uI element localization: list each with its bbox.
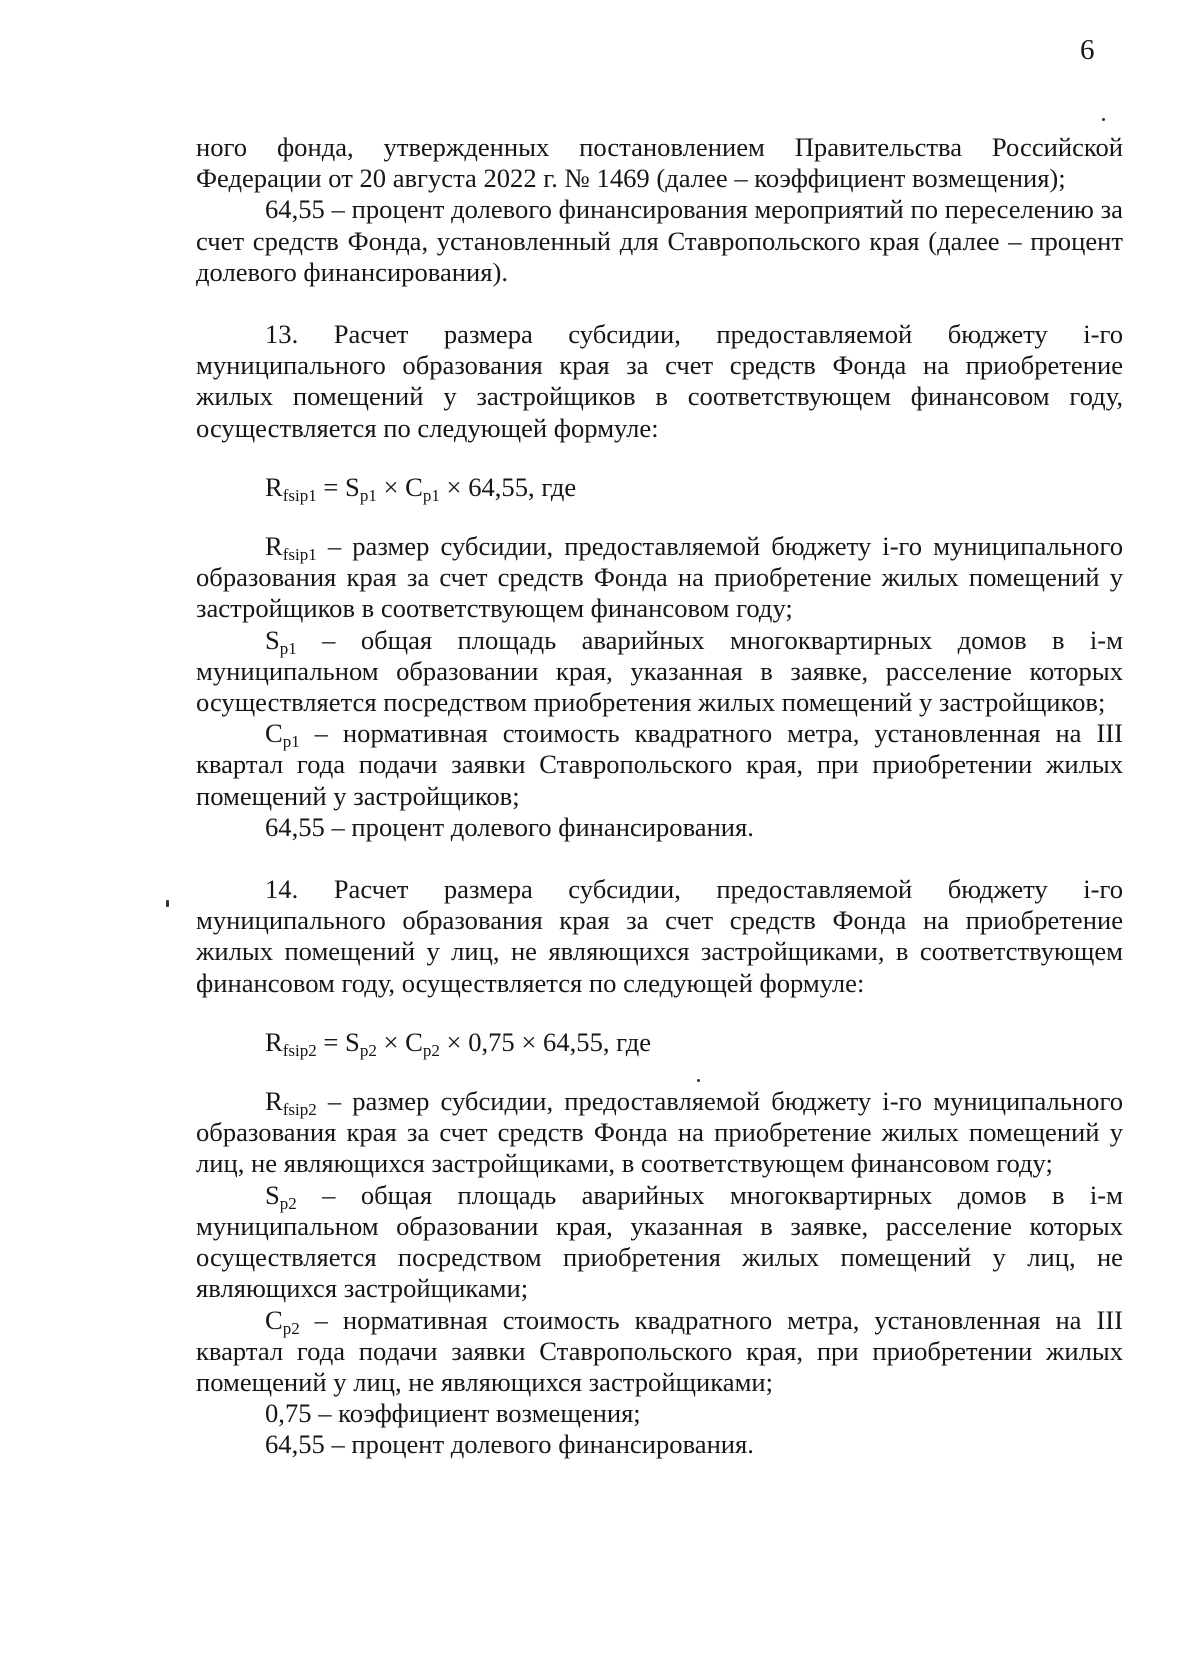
formula1-s-sub: p1 [359, 485, 377, 505]
def2-s-base: S [265, 1179, 280, 1210]
definition-percent-1: 64,55 – процент долевого финансирования. [265, 811, 754, 842]
def2-c-sub: p2 [282, 1318, 300, 1338]
paragraph-13: 13. Расчет размера субсидии, предоставляемой бюджету i-го муниципального образования края за счет средств Фонда на приобретение жилых помещений у застройщиков в соответствующем финансовом году, осуществляется по следующей формуле: [196, 319, 1123, 443]
formula1-mul: × [376, 471, 406, 502]
formula2-c-sub: p2 [422, 1040, 440, 1060]
definition-rfsip2 [196, 1086, 1123, 1180]
def2-c-base: C [265, 1304, 283, 1335]
formula1-c-base: C [405, 471, 423, 502]
definition-percent-2: 64,55 – процент долевого финансирования. [265, 1429, 754, 1460]
def1-c-base: C [265, 718, 283, 749]
def2-r-text: – размер субсидии, предоставляемой бюджету i-го муниципального образования края за счет средств Фонда на приобретение жилых помещений у лиц, не являющихся застройщиками, в соответствующем финансовом году; [196, 1086, 1123, 1179]
scan-speck [1102, 118, 1105, 121]
definition-rfsip1 [196, 531, 1123, 625]
formula2-mul: × [376, 1026, 406, 1057]
formula1-c-sub: p1 [422, 485, 440, 505]
def1-r-base: R [265, 531, 283, 562]
paragraph-funding-percent: 64,55 – процент долевого финансирования мероприятий по переселению за счет средств Фонда, установленный для Ставропольского края (далее – процент долевого финансирования). [196, 194, 1123, 287]
def1-r-text: – размер субсидии, предоставляемой бюджету i-го муниципального образования края за счет средств Фонда на приобретение жилых помещений у застройщиков в соответствующем финансовом году; [196, 531, 1123, 624]
formula-rfsip2 [196, 1027, 1123, 1058]
formula2-r-sub: fsip2 [282, 1040, 317, 1060]
formula1-r-sub: fsip1 [282, 485, 317, 505]
formula2-mul: × [514, 1026, 544, 1057]
formula1-eq: = [316, 471, 346, 502]
def1-s-text: – общая площадь аварийных многоквартирных домов в i-м муниципальном образовании края, указанная в заявке, расселение которых осуществляется посредством приобретения жилых помещений у застройщиков; [196, 624, 1123, 718]
definition-coefficient: 0,75 – коэффициент возмещения; [265, 1398, 641, 1429]
formula1-s-base: S [345, 471, 360, 502]
page-number: 6 [1080, 34, 1095, 66]
def1-r-sub: fsip1 [282, 545, 317, 565]
formula2-mul: × [439, 1026, 469, 1057]
document-body [196, 132, 1123, 1461]
definition-cp1 [196, 718, 1123, 812]
def1-s-sub: p1 [279, 638, 297, 658]
def2-s-text: – общая площадь аварийных многоквартирных домов в i-м муниципальном образовании края, указанная в заявке, расселение которых осуществляется посредством приобретения жилых помещений у лиц, не являющихся застройщиками; [196, 1179, 1123, 1304]
scan-speck [166, 900, 169, 907]
formula2-c-base: C [405, 1026, 423, 1057]
formula1-tail: 64,55, где [468, 471, 577, 502]
formula2-s-sub: p2 [359, 1040, 377, 1060]
paragraph-continuation: ного фонда, утвержденных постановлением Правительства Российской Федерации от 20 августа 2022 г. № 1469 (далее – коэффициент возмещения); [196, 132, 1123, 194]
def2-r-base: R [265, 1086, 283, 1117]
def1-c-text: – нормативная стоимость квадратного метра, установленная на III квартал года подачи заявки Ставропольского края, при приобретении жилых помещений у застройщиков; [196, 718, 1123, 811]
formula2-eq: = [316, 1026, 346, 1057]
formula2-coef: 0,75 [468, 1026, 515, 1057]
def1-s-base: S [265, 624, 280, 655]
def1-c-sub: p1 [282, 732, 300, 752]
definition-sp1 [196, 625, 1123, 719]
formula2-s-base: S [345, 1026, 360, 1057]
formula2-r-base: R [265, 1026, 283, 1057]
formula2-tail: 64,55, где [543, 1026, 652, 1057]
def2-c-text: – нормативная стоимость квадратного метра, установленная на III квартал года подачи заявки Ставропольского края, при приобретении жилых помещений у лиц, не являющихся застройщиками; [196, 1304, 1123, 1397]
definition-sp2 [196, 1180, 1123, 1305]
definition-cp2 [196, 1305, 1123, 1399]
def2-s-sub: p2 [279, 1193, 297, 1213]
formula-rfsip1 [196, 472, 1123, 503]
formula1-mul: × [439, 471, 469, 502]
def2-r-sub: fsip2 [282, 1100, 317, 1120]
paragraph-14: 14. Расчет размера субсидии, предоставляемой бюджету i-го муниципального образования края за счет средств Фонда на приобретение жилых помещений у лиц, не являющихся застройщиками, в соответствующем финансовом году, осуществляется по следующей формуле: [196, 874, 1123, 998]
formula1-r-base: R [265, 471, 283, 502]
